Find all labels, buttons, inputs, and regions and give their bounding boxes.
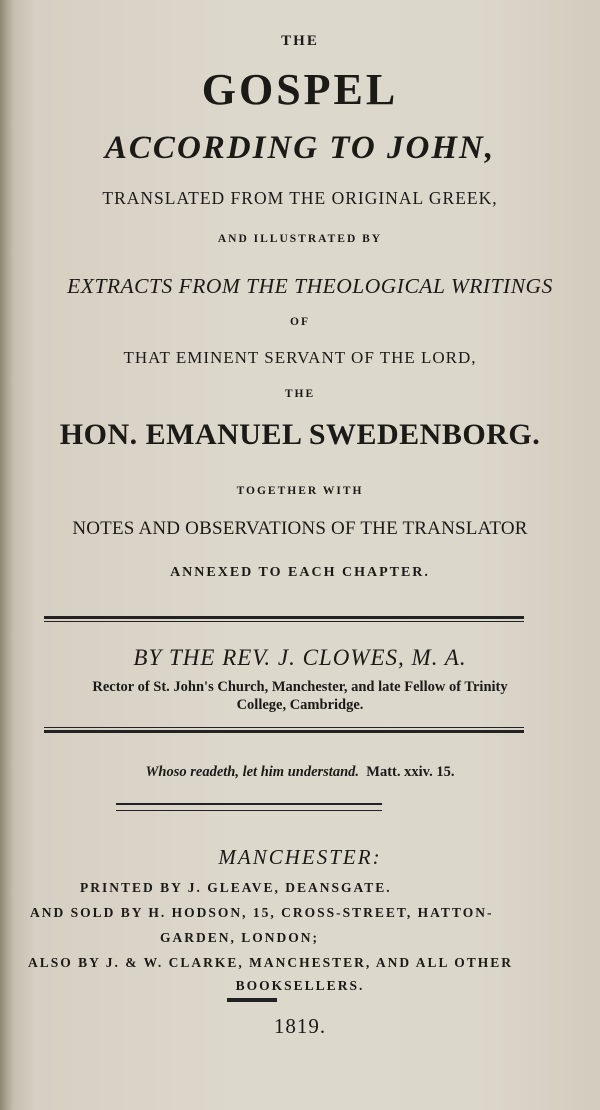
publication-year: 1819. xyxy=(273,1014,327,1038)
imprint-line-4: ALSO BY J. & W. CLARKE, MANCHESTER, AND ALL OTHER xyxy=(28,955,513,970)
subtitle-eminent-servant: THAT EMINENT SERVANT OF THE LORD, xyxy=(123,348,477,367)
subtitle-translated: TRANSLATED FROM THE ORIGINAL GREEK, xyxy=(102,188,498,208)
subtitle-extracts: EXTRACTS FROM THE THEOLOGICAL WRITINGS xyxy=(67,274,553,298)
author-name: HON. EMANUEL SWEDENBORG. xyxy=(59,418,541,451)
double-rule-middle-thin xyxy=(44,727,524,728)
subtitle-the: THE xyxy=(284,388,316,400)
short-rule-2 xyxy=(116,810,382,811)
heading-the: THE xyxy=(281,33,319,49)
motto-text: Whoso readeth, let him understand. xyxy=(145,764,360,780)
motto xyxy=(0,764,600,781)
subtitle-annexed: ANNEXED TO EACH CHAPTER. xyxy=(170,565,430,580)
heading-according-to-john: ACCORDING TO JOHN, xyxy=(104,130,496,166)
double-rule-top-thick xyxy=(44,616,524,619)
short-rule-1 xyxy=(116,803,382,805)
imprint-line-2: AND SOLD BY H. HODSON, 15, CROSS-STREET, HATTON- xyxy=(30,905,494,920)
author-affiliation-1: Rector of St. John's Church, Manchester, and late Fellow of Trinity xyxy=(92,679,508,695)
imprint-place: MANCHESTER: xyxy=(218,845,382,869)
heading-gospel: GOSPEL xyxy=(201,65,399,114)
subtitle-illustrated: AND ILLUSTRATED BY xyxy=(217,233,383,245)
imprint-line-5: BOOKSELLERS. xyxy=(235,978,365,993)
subtitle-notes: NOTES AND OBSERVATIONS OF THE TRANSLATOR xyxy=(72,518,528,539)
imprint-line-3: GARDEN, LONDON; xyxy=(160,930,320,945)
author-affiliation-2: College, Cambridge. xyxy=(236,697,364,713)
motto-reference: Matt. xxiv. 15. xyxy=(366,764,455,780)
imprint-line-1: PRINTED BY J. GLEAVE, DEANSGATE. xyxy=(80,880,392,895)
year-bar xyxy=(227,998,277,1002)
subtitle-together-with: TOGETHER WITH xyxy=(236,485,364,497)
subtitle-of: OF xyxy=(290,316,310,328)
double-rule-middle-thick xyxy=(44,730,524,733)
double-rule-top-thin xyxy=(44,621,524,622)
author-by-line: BY THE REV. J. CLOWES, M. A. xyxy=(133,645,467,670)
